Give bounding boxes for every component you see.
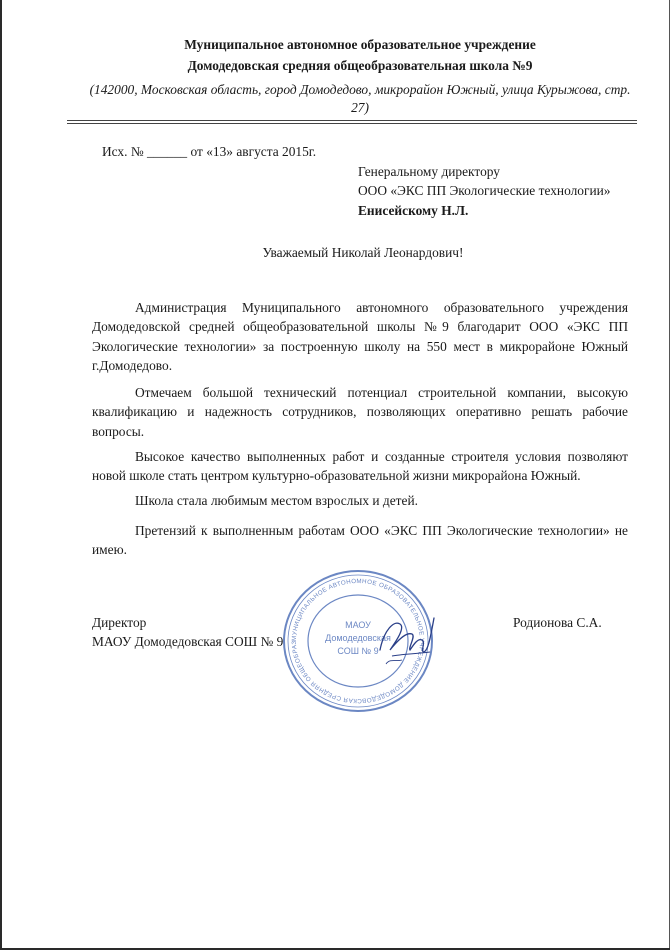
letterhead-institution: Муниципальное автономное образовательное учреждение: [184, 37, 536, 52]
stamp-center-line2: Домодедовская: [325, 633, 391, 643]
scan-edge-left: [0, 0, 2, 950]
body-paragraph: Претензий к выполненным работам ООО «ЭКС ПП Экологические технологии» не имею.: [92, 523, 628, 558]
body-paragraph: Отмечаем большой технический потенциал строительной компании, высокую квалификацию и надежность сотрудников, позволяющих оперативно решать рабочие вопросы.: [92, 385, 628, 439]
letterhead-school-name: Домодедовская средняя общеобразовательная школа №9: [187, 58, 533, 73]
body-paragraph: Администрация Муниципального автономного образовательного учреждения Домодедовской средней общеобразовательной школы №9 благодарит ООО «ЭКС ПП Экологические технологии» за построенную школу на 550 мест в микрорайоне Южный г.Домодедово.: [92, 300, 628, 374]
signatory-name: Родионова С.А.: [513, 615, 602, 630]
addressee-company: ООО «ЭКС ПП Экологические технологии»: [358, 183, 611, 198]
stamp-ring-text: МУНИЦИПАЛЬНОЕ АВТОНОМНОЕ ОБРАЗОВАТЕЛЬНОЕ УЧРЕЖДЕНИЕ ДОМОДЕДОВСКАЯ СРЕДНЯЯ ОБЩЕОБРАЗ: [290, 577, 426, 705]
addressee-name: Енисейскому Н.Л.: [358, 203, 469, 218]
signatory-title: Директор: [92, 615, 147, 630]
body-paragraph: Школа стала любимым местом взрослых и детей.: [135, 493, 418, 508]
outgoing-reference: Исх. № ______ от «13» августа 2015г.: [102, 144, 317, 159]
signatory-organization: МАОУ Домодедовская СОШ № 9: [92, 634, 284, 649]
letterhead-divider-bottom: [67, 123, 637, 124]
handwritten-signature: [372, 610, 438, 672]
letterhead-divider-top: [67, 120, 637, 121]
stamp-center-line1: МАОУ: [345, 620, 371, 630]
letterhead-address: (142000, Московская область, город Домодедово, микрорайон Южный, улица Курыжова, стр. 27): [89, 82, 631, 115]
salutation: Уважаемый Николай Леонардович!: [262, 245, 464, 260]
stamp-center-line3: СОШ № 9: [337, 646, 379, 656]
addressee-position: Генеральному директору: [358, 164, 500, 179]
body-paragraph: Высокое качество выполненных работ и созданные строителя условия позволяют новой школе стать центром культурно-образовательной жизни микрорайона Южный.: [92, 449, 628, 484]
